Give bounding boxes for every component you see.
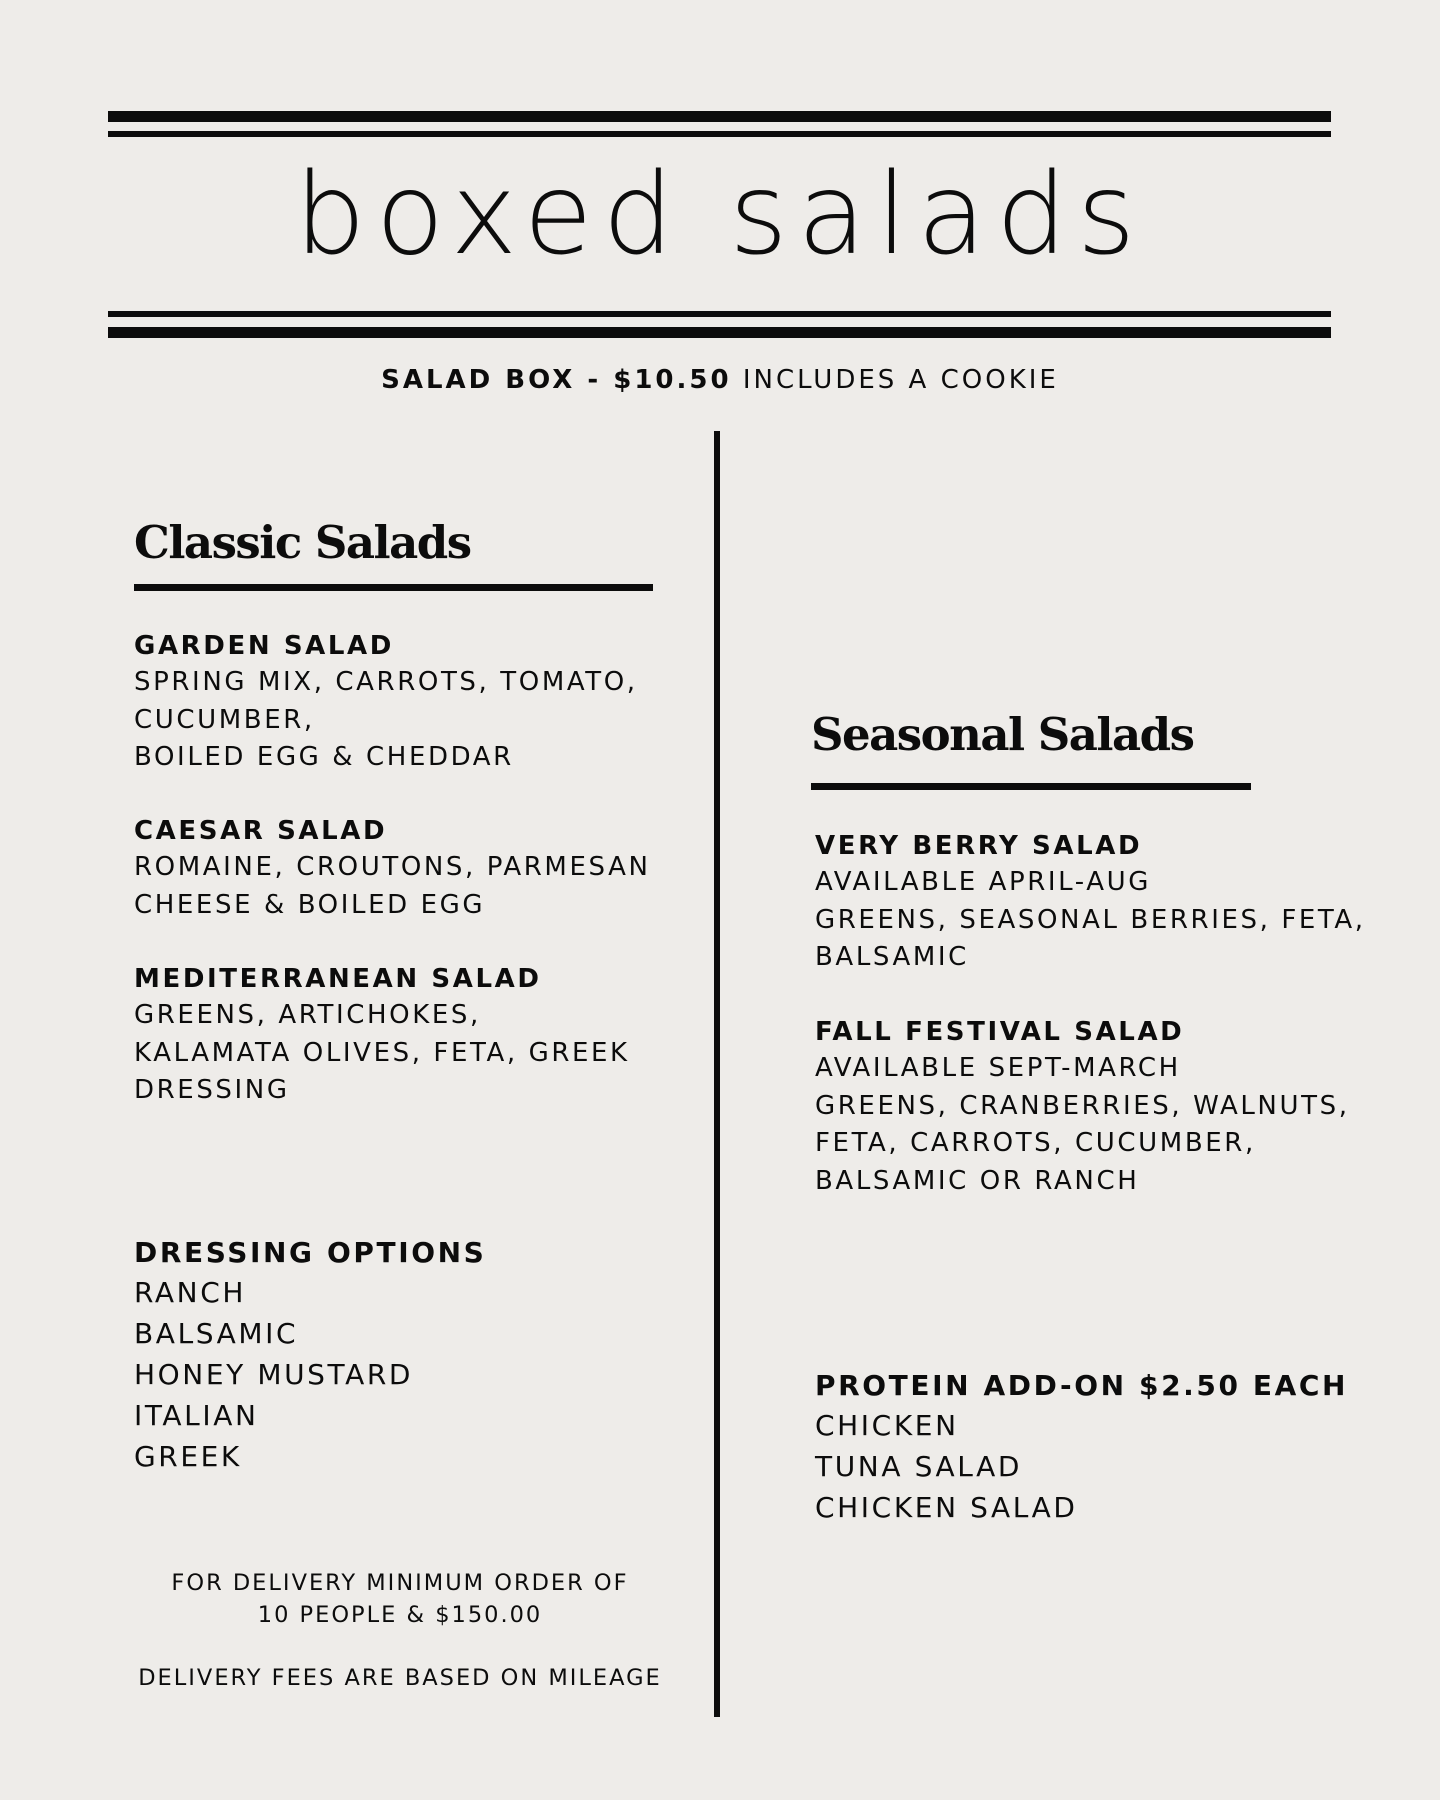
bottom-rule-thin [108,311,1331,317]
delivery-line: FOR DELIVERY MINIMUM ORDER OF [171,1570,629,1596]
top-rule-thick [108,111,1331,122]
protein-heading: PROTEIN ADD-ON $2.50 EACH [815,1369,1349,1402]
dressing-heading: DRESSING OPTIONS [134,1236,487,1269]
menu-item-mediterranean [134,961,630,1110]
top-rule-thin [108,131,1331,137]
item-name: GARDEN SALAD [134,631,394,661]
delivery-line: 10 PEOPLE & $150.00 [257,1602,543,1628]
list-item: CHICKEN [815,1409,959,1442]
item-name: CAESAR SALAD [134,816,388,846]
seasonal-heading-underline [811,783,1251,790]
item-desc-line: AVAILABLE SEPT-MARCH [815,1053,1181,1083]
seasonal-salads-heading: Seasonal Salads [811,708,1194,761]
item-name: FALL FESTIVAL SALAD [815,1017,1185,1047]
item-desc-line: KALAMATA OLIVES, FETA, GREEK [134,1037,630,1068]
list-item: TUNA SALAD [815,1450,1023,1483]
delivery-fees [130,1662,670,1694]
item-desc-line: FETA, CARROTS, CUCUMBER, [815,1128,1256,1158]
item-name: MEDITERRANEAN SALAD [134,964,542,994]
menu-item-fall-festival [815,1014,1350,1200]
item-desc-line: BALSAMIC [815,942,969,972]
item-name: VERY BERRY SALAD [815,831,1143,861]
list-item: GREEK [134,1440,242,1473]
item-desc-line: SPRING MIX, CARROTS, TOMATO, [134,667,638,697]
item-desc-line: DRESSING [134,1075,290,1105]
item-desc-line: ROMAINE, CROUTONS, PARMESAN [134,852,651,882]
menu-item-garden [134,628,638,777]
list-item: RANCH [134,1276,247,1309]
item-desc-line: GREENS, ARTICHOKES, [134,1000,481,1030]
delivery-line: DELIVERY FEES ARE BASED ON MILEAGE [138,1665,662,1691]
item-desc-line: GREENS, CRANBERRIES, WALNUTS, [815,1090,1350,1121]
bottom-rule-thick [108,327,1331,338]
dressing-options [134,1234,486,1477]
item-desc-line: BOILED EGG & CHEDDAR [134,742,514,772]
list-item: HONEY MUSTARD [134,1358,414,1391]
page-title: boxed salads [294,150,1146,280]
list-item: BALSAMIC [134,1317,299,1350]
menu-item-very-berry [815,828,1366,977]
list-item: CHICKEN SALAD [815,1491,1078,1524]
price-line [0,362,1440,398]
list-item: ITALIAN [134,1399,259,1432]
protein-add-on [815,1367,1348,1528]
item-desc-line: GREENS, SEASONAL BERRIES, FETA, [815,904,1366,935]
item-desc-line: BALSAMIC OR RANCH [815,1165,1140,1196]
price-label: SALAD BOX - $10.50 [381,365,732,395]
item-desc-line: CHEESE & BOILED EGG [134,889,486,920]
classic-heading-underline [134,584,653,591]
price-includes: INCLUDES A COOKIE [742,365,1059,395]
protein-list [815,1405,1348,1528]
delivery-minimum [130,1567,670,1631]
column-divider [714,431,720,1717]
item-desc-line: CUCUMBER, [134,704,315,735]
dressing-list [134,1272,486,1477]
classic-salads-heading: Classic Salads [134,516,471,569]
item-desc-line: AVAILABLE APRIL-AUG [815,867,1151,897]
menu-item-caesar [134,813,651,924]
